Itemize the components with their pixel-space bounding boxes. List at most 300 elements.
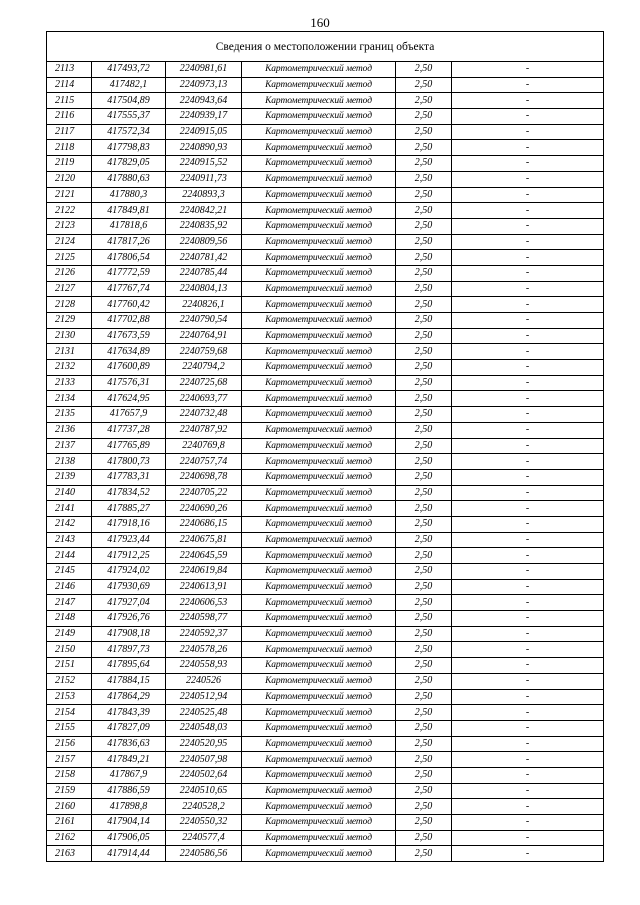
- method-cell: Картометрический метод: [242, 611, 396, 627]
- method-cell: Картометрический метод: [242, 689, 396, 705]
- y-coordinate-cell: 2240842,21: [166, 203, 242, 219]
- point-number-cell: 2162: [47, 830, 92, 846]
- table-row: [47, 579, 604, 595]
- description-cell: -: [452, 265, 604, 281]
- method-cell: Картометрический метод: [242, 250, 396, 266]
- x-coordinate-cell: 417482,1: [92, 77, 166, 93]
- method-cell: Картометрический метод: [242, 501, 396, 517]
- table-row: [47, 454, 604, 470]
- x-coordinate-cell: 417772,59: [92, 265, 166, 281]
- accuracy-cell: 2,50: [396, 830, 452, 846]
- method-cell: Картометрический метод: [242, 830, 396, 846]
- x-coordinate-cell: 417908,18: [92, 626, 166, 642]
- x-coordinate-cell: 417760,42: [92, 297, 166, 313]
- x-coordinate-cell: 417926,76: [92, 611, 166, 627]
- accuracy-cell: 2,50: [396, 454, 452, 470]
- accuracy-cell: 2,50: [396, 407, 452, 423]
- table-row: [47, 171, 604, 187]
- accuracy-cell: 2,50: [396, 313, 452, 329]
- table-row: [47, 140, 604, 156]
- table-row: [47, 673, 604, 689]
- point-number-cell: 2147: [47, 595, 92, 611]
- table-row: [47, 767, 604, 783]
- accuracy-cell: 2,50: [396, 375, 452, 391]
- point-number-cell: 2130: [47, 328, 92, 344]
- accuracy-cell: 2,50: [396, 438, 452, 454]
- table-row: [47, 485, 604, 501]
- accuracy-cell: 2,50: [396, 846, 452, 862]
- point-number-cell: 2149: [47, 626, 92, 642]
- point-number-cell: 2140: [47, 485, 92, 501]
- description-cell: -: [452, 595, 604, 611]
- method-cell: Картометрический метод: [242, 297, 396, 313]
- point-number-cell: 2146: [47, 579, 92, 595]
- description-cell: -: [452, 564, 604, 580]
- y-coordinate-cell: 2240915,52: [166, 156, 242, 172]
- description-cell: -: [452, 438, 604, 454]
- y-coordinate-cell: 2240606,53: [166, 595, 242, 611]
- x-coordinate-cell: 417836,63: [92, 736, 166, 752]
- x-coordinate-cell: 417783,31: [92, 469, 166, 485]
- table-row: [47, 705, 604, 721]
- table-row: [47, 830, 604, 846]
- table-row: [47, 375, 604, 391]
- point-number-cell: 2113: [47, 62, 92, 78]
- y-coordinate-cell: 2240759,68: [166, 344, 242, 360]
- x-coordinate-cell: 417924,02: [92, 564, 166, 580]
- x-coordinate-cell: 417880,63: [92, 171, 166, 187]
- accuracy-cell: 2,50: [396, 642, 452, 658]
- y-coordinate-cell: 2240548,03: [166, 720, 242, 736]
- method-cell: Картометрический метод: [242, 564, 396, 580]
- x-coordinate-cell: 417867,9: [92, 767, 166, 783]
- method-cell: Картометрический метод: [242, 422, 396, 438]
- description-cell: -: [452, 375, 604, 391]
- description-cell: -: [452, 203, 604, 219]
- accuracy-cell: 2,50: [396, 689, 452, 705]
- accuracy-cell: 2,50: [396, 391, 452, 407]
- method-cell: Картометрический метод: [242, 313, 396, 329]
- x-coordinate-cell: 417806,54: [92, 250, 166, 266]
- table-row: [47, 736, 604, 752]
- boundary-coordinates-table: [46, 31, 604, 862]
- x-coordinate-cell: 417849,21: [92, 752, 166, 768]
- accuracy-cell: 2,50: [396, 485, 452, 501]
- description-cell: -: [452, 799, 604, 815]
- table-row: [47, 642, 604, 658]
- accuracy-cell: 2,50: [396, 140, 452, 156]
- table-row: [47, 203, 604, 219]
- y-coordinate-cell: 2240915,05: [166, 124, 242, 140]
- table-row: [47, 250, 604, 266]
- x-coordinate-cell: 417930,69: [92, 579, 166, 595]
- method-cell: Картометрический метод: [242, 705, 396, 721]
- table-row: [47, 658, 604, 674]
- accuracy-cell: 2,50: [396, 297, 452, 313]
- boundary-coordinates-sheet: [46, 31, 603, 862]
- table-title-row: [47, 32, 604, 62]
- y-coordinate-cell: 2240981,61: [166, 62, 242, 78]
- y-coordinate-cell: 2240510,65: [166, 783, 242, 799]
- accuracy-cell: 2,50: [396, 218, 452, 234]
- y-coordinate-cell: 2240586,56: [166, 846, 242, 862]
- description-cell: -: [452, 469, 604, 485]
- accuracy-cell: 2,50: [396, 360, 452, 376]
- table-row: [47, 846, 604, 862]
- y-coordinate-cell: 2240686,15: [166, 516, 242, 532]
- accuracy-cell: 2,50: [396, 673, 452, 689]
- description-cell: -: [452, 673, 604, 689]
- method-cell: Картометрический метод: [242, 438, 396, 454]
- y-coordinate-cell: 2240507,98: [166, 752, 242, 768]
- x-coordinate-cell: 417886,59: [92, 783, 166, 799]
- table-row: [47, 438, 604, 454]
- x-coordinate-cell: 417555,37: [92, 109, 166, 125]
- accuracy-cell: 2,50: [396, 564, 452, 580]
- method-cell: Картометрический метод: [242, 516, 396, 532]
- accuracy-cell: 2,50: [396, 124, 452, 140]
- method-cell: Картометрический метод: [242, 375, 396, 391]
- y-coordinate-cell: 2240525,48: [166, 705, 242, 721]
- description-cell: -: [452, 109, 604, 125]
- y-coordinate-cell: 2240725,68: [166, 375, 242, 391]
- x-coordinate-cell: 417834,52: [92, 485, 166, 501]
- point-number-cell: 2163: [47, 846, 92, 862]
- method-cell: Картометрический метод: [242, 281, 396, 297]
- accuracy-cell: 2,50: [396, 62, 452, 78]
- method-cell: Картометрический метод: [242, 595, 396, 611]
- method-cell: Картометрический метод: [242, 407, 396, 423]
- x-coordinate-cell: 417493,72: [92, 62, 166, 78]
- method-cell: Картометрический метод: [242, 171, 396, 187]
- table-row: [47, 564, 604, 580]
- point-number-cell: 2119: [47, 156, 92, 172]
- y-coordinate-cell: 2240592,37: [166, 626, 242, 642]
- x-coordinate-cell: 417576,31: [92, 375, 166, 391]
- accuracy-cell: 2,50: [396, 344, 452, 360]
- y-coordinate-cell: 2240890,93: [166, 140, 242, 156]
- accuracy-cell: 2,50: [396, 187, 452, 203]
- method-cell: Картометрический метод: [242, 93, 396, 109]
- y-coordinate-cell: 2240794,2: [166, 360, 242, 376]
- y-coordinate-cell: 2240764,91: [166, 328, 242, 344]
- accuracy-cell: 2,50: [396, 203, 452, 219]
- table-row: [47, 109, 604, 125]
- table-row: [47, 360, 604, 376]
- y-coordinate-cell: 2240520,95: [166, 736, 242, 752]
- point-number-cell: 2114: [47, 77, 92, 93]
- x-coordinate-cell: 417798,83: [92, 140, 166, 156]
- x-coordinate-cell: 417767,74: [92, 281, 166, 297]
- x-coordinate-cell: 417737,28: [92, 422, 166, 438]
- description-cell: -: [452, 124, 604, 140]
- y-coordinate-cell: 2240911,73: [166, 171, 242, 187]
- point-number-cell: 2141: [47, 501, 92, 517]
- point-number-cell: 2131: [47, 344, 92, 360]
- point-number-cell: 2153: [47, 689, 92, 705]
- method-cell: Картометрический метод: [242, 391, 396, 407]
- point-number-cell: 2120: [47, 171, 92, 187]
- description-cell: -: [452, 736, 604, 752]
- method-cell: Картометрический метод: [242, 360, 396, 376]
- table-row: [47, 407, 604, 423]
- point-number-cell: 2152: [47, 673, 92, 689]
- description-cell: -: [452, 752, 604, 768]
- accuracy-cell: 2,50: [396, 469, 452, 485]
- x-coordinate-cell: 417914,44: [92, 846, 166, 862]
- description-cell: -: [452, 815, 604, 831]
- point-number-cell: 2116: [47, 109, 92, 125]
- x-coordinate-cell: 417864,29: [92, 689, 166, 705]
- table-row: [47, 595, 604, 611]
- description-cell: -: [452, 187, 604, 203]
- x-coordinate-cell: 417624,95: [92, 391, 166, 407]
- method-cell: Картометрический метод: [242, 344, 396, 360]
- y-coordinate-cell: 2240826,1: [166, 297, 242, 313]
- x-coordinate-cell: 417912,25: [92, 548, 166, 564]
- point-number-cell: 2150: [47, 642, 92, 658]
- accuracy-cell: 2,50: [396, 783, 452, 799]
- y-coordinate-cell: 2240598,77: [166, 611, 242, 627]
- y-coordinate-cell: 2240939,17: [166, 109, 242, 125]
- point-number-cell: 2161: [47, 815, 92, 831]
- x-coordinate-cell: 417906,05: [92, 830, 166, 846]
- table-row: [47, 281, 604, 297]
- table-row: [47, 313, 604, 329]
- accuracy-cell: 2,50: [396, 579, 452, 595]
- x-coordinate-cell: 417634,89: [92, 344, 166, 360]
- table-row: [47, 391, 604, 407]
- x-coordinate-cell: 417895,64: [92, 658, 166, 674]
- x-coordinate-cell: 417843,39: [92, 705, 166, 721]
- point-number-cell: 2126: [47, 265, 92, 281]
- method-cell: Картометрический метод: [242, 720, 396, 736]
- table-row: [47, 752, 604, 768]
- description-cell: -: [452, 344, 604, 360]
- description-cell: -: [452, 642, 604, 658]
- description-cell: -: [452, 846, 604, 862]
- description-cell: -: [452, 532, 604, 548]
- description-cell: -: [452, 485, 604, 501]
- description-cell: -: [452, 626, 604, 642]
- description-cell: -: [452, 720, 604, 736]
- y-coordinate-cell: 2240943,64: [166, 93, 242, 109]
- method-cell: Картометрический метод: [242, 658, 396, 674]
- point-number-cell: 2160: [47, 799, 92, 815]
- y-coordinate-cell: 2240550,32: [166, 815, 242, 831]
- method-cell: Картометрический метод: [242, 673, 396, 689]
- accuracy-cell: 2,50: [396, 736, 452, 752]
- method-cell: Картометрический метод: [242, 579, 396, 595]
- table-row: [47, 62, 604, 78]
- description-cell: -: [452, 705, 604, 721]
- description-cell: -: [452, 454, 604, 470]
- point-number-cell: 2154: [47, 705, 92, 721]
- method-cell: Картометрический метод: [242, 469, 396, 485]
- description-cell: -: [452, 62, 604, 78]
- table-row: [47, 516, 604, 532]
- accuracy-cell: 2,50: [396, 77, 452, 93]
- y-coordinate-cell: 2240645,59: [166, 548, 242, 564]
- x-coordinate-cell: 417818,6: [92, 218, 166, 234]
- x-coordinate-cell: 417702,88: [92, 313, 166, 329]
- y-coordinate-cell: 2240558,93: [166, 658, 242, 674]
- method-cell: Картометрический метод: [242, 265, 396, 281]
- accuracy-cell: 2,50: [396, 422, 452, 438]
- accuracy-cell: 2,50: [396, 234, 452, 250]
- table-row: [47, 156, 604, 172]
- y-coordinate-cell: 2240619,84: [166, 564, 242, 580]
- description-cell: -: [452, 281, 604, 297]
- x-coordinate-cell: 417885,27: [92, 501, 166, 517]
- description-cell: -: [452, 611, 604, 627]
- point-number-cell: 2144: [47, 548, 92, 564]
- method-cell: Картометрический метод: [242, 156, 396, 172]
- table-row: [47, 234, 604, 250]
- accuracy-cell: 2,50: [396, 658, 452, 674]
- accuracy-cell: 2,50: [396, 611, 452, 627]
- point-number-cell: 2117: [47, 124, 92, 140]
- y-coordinate-cell: 2240693,77: [166, 391, 242, 407]
- x-coordinate-cell: 417898,8: [92, 799, 166, 815]
- accuracy-cell: 2,50: [396, 705, 452, 721]
- table-row: [47, 77, 604, 93]
- y-coordinate-cell: 2240757,74: [166, 454, 242, 470]
- x-coordinate-cell: 417657,9: [92, 407, 166, 423]
- accuracy-cell: 2,50: [396, 516, 452, 532]
- y-coordinate-cell: 2240578,26: [166, 642, 242, 658]
- description-cell: -: [452, 218, 604, 234]
- y-coordinate-cell: 2240893,3: [166, 187, 242, 203]
- accuracy-cell: 2,50: [396, 501, 452, 517]
- y-coordinate-cell: 2240698,78: [166, 469, 242, 485]
- accuracy-cell: 2,50: [396, 595, 452, 611]
- x-coordinate-cell: 417849,81: [92, 203, 166, 219]
- x-coordinate-cell: 417817,26: [92, 234, 166, 250]
- point-number-cell: 2121: [47, 187, 92, 203]
- y-coordinate-cell: 2240577,4: [166, 830, 242, 846]
- accuracy-cell: 2,50: [396, 93, 452, 109]
- y-coordinate-cell: 2240512,94: [166, 689, 242, 705]
- description-cell: -: [452, 422, 604, 438]
- accuracy-cell: 2,50: [396, 626, 452, 642]
- point-number-cell: 2122: [47, 203, 92, 219]
- y-coordinate-cell: 2240973,13: [166, 77, 242, 93]
- x-coordinate-cell: 417600,89: [92, 360, 166, 376]
- method-cell: Картометрический метод: [242, 767, 396, 783]
- y-coordinate-cell: 2240787,92: [166, 422, 242, 438]
- description-cell: -: [452, 501, 604, 517]
- table-row: [47, 815, 604, 831]
- description-cell: -: [452, 579, 604, 595]
- method-cell: Картометрический метод: [242, 815, 396, 831]
- x-coordinate-cell: 417897,73: [92, 642, 166, 658]
- y-coordinate-cell: 2240835,92: [166, 218, 242, 234]
- y-coordinate-cell: 2240769,8: [166, 438, 242, 454]
- accuracy-cell: 2,50: [396, 720, 452, 736]
- accuracy-cell: 2,50: [396, 250, 452, 266]
- method-cell: Картометрический метод: [242, 187, 396, 203]
- table-row: [47, 328, 604, 344]
- accuracy-cell: 2,50: [396, 328, 452, 344]
- y-coordinate-cell: 2240705,22: [166, 485, 242, 501]
- description-cell: -: [452, 140, 604, 156]
- point-number-cell: 2137: [47, 438, 92, 454]
- x-coordinate-cell: 417918,16: [92, 516, 166, 532]
- method-cell: Картометрический метод: [242, 203, 396, 219]
- table-row: [47, 720, 604, 736]
- description-cell: -: [452, 783, 604, 799]
- description-cell: -: [452, 391, 604, 407]
- description-cell: -: [452, 767, 604, 783]
- y-coordinate-cell: 2240785,44: [166, 265, 242, 281]
- table-body: [47, 62, 604, 862]
- description-cell: -: [452, 234, 604, 250]
- table-row: [47, 799, 604, 815]
- y-coordinate-cell: 2240502,64: [166, 767, 242, 783]
- method-cell: Картометрический метод: [242, 532, 396, 548]
- method-cell: Картометрический метод: [242, 140, 396, 156]
- x-coordinate-cell: 417827,09: [92, 720, 166, 736]
- x-coordinate-cell: 417904,14: [92, 815, 166, 831]
- x-coordinate-cell: 417800,73: [92, 454, 166, 470]
- table-row: [47, 297, 604, 313]
- y-coordinate-cell: 2240781,42: [166, 250, 242, 266]
- accuracy-cell: 2,50: [396, 265, 452, 281]
- point-number-cell: 2148: [47, 611, 92, 627]
- method-cell: Картометрический метод: [242, 752, 396, 768]
- table-row: [47, 93, 604, 109]
- description-cell: -: [452, 93, 604, 109]
- description-cell: -: [452, 830, 604, 846]
- description-cell: -: [452, 658, 604, 674]
- table-row: [47, 611, 604, 627]
- point-number-cell: 2125: [47, 250, 92, 266]
- point-number-cell: 2115: [47, 93, 92, 109]
- description-cell: -: [452, 313, 604, 329]
- point-number-cell: 2142: [47, 516, 92, 532]
- description-cell: -: [452, 250, 604, 266]
- table-row: [47, 469, 604, 485]
- description-cell: -: [452, 77, 604, 93]
- point-number-cell: 2143: [47, 532, 92, 548]
- point-number-cell: 2132: [47, 360, 92, 376]
- y-coordinate-cell: 2240675,81: [166, 532, 242, 548]
- description-cell: -: [452, 360, 604, 376]
- accuracy-cell: 2,50: [396, 532, 452, 548]
- point-number-cell: 2159: [47, 783, 92, 799]
- x-coordinate-cell: 417884,15: [92, 673, 166, 689]
- y-coordinate-cell: 2240732,48: [166, 407, 242, 423]
- method-cell: Картометрический метод: [242, 548, 396, 564]
- x-coordinate-cell: 417504,89: [92, 93, 166, 109]
- y-coordinate-cell: 2240809,56: [166, 234, 242, 250]
- point-number-cell: 2139: [47, 469, 92, 485]
- method-cell: Картометрический метод: [242, 799, 396, 815]
- point-number-cell: 2158: [47, 767, 92, 783]
- point-number-cell: 2136: [47, 422, 92, 438]
- point-number-cell: 2135: [47, 407, 92, 423]
- y-coordinate-cell: 2240528,2: [166, 799, 242, 815]
- description-cell: -: [452, 516, 604, 532]
- point-number-cell: 2156: [47, 736, 92, 752]
- description-cell: -: [452, 407, 604, 423]
- point-number-cell: 2124: [47, 234, 92, 250]
- x-coordinate-cell: 417923,44: [92, 532, 166, 548]
- method-cell: Картометрический метод: [242, 218, 396, 234]
- description-cell: -: [452, 328, 604, 344]
- accuracy-cell: 2,50: [396, 815, 452, 831]
